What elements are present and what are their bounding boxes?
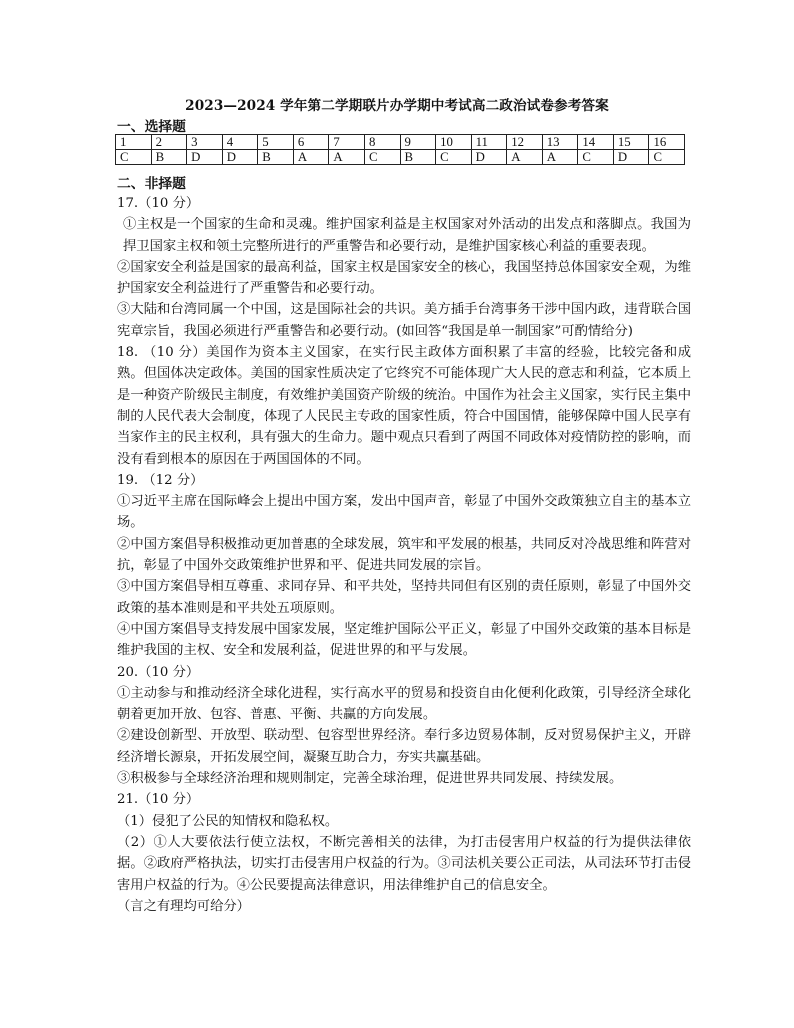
question-number: 14	[578, 135, 614, 150]
question-number: 9	[400, 135, 436, 150]
question-20-point-2: ②建设创新型、开放型、联动型、包容型世界经济。奉行多边贸易体制，反对贸易保护主义，开辟经济增长源泉，开拓发展空间，凝聚互助合力，夯实共赢基础。	[117, 728, 691, 765]
answer-table-number-row	[116, 135, 685, 150]
answer-letter: C	[649, 150, 685, 165]
answer-letter: B	[258, 150, 294, 165]
question-21-part-1: （1）侵犯了公民的知情权和隐私权。	[117, 813, 339, 829]
question-number: 11	[471, 135, 507, 150]
question-21-part-2: （2）①人大要依法行使立法权，不断完善相关的法律，为打击侵害用户权益的行为提供法律依据。②政府严格执法，切实打击侵害用户权益的行为。③司法机关要公正司法，从司法环节打击侵害用户权益的行为。④公民要提高法律意识，用法律维护自己的信息安全。	[117, 834, 691, 893]
question-number: 10	[436, 135, 472, 150]
question-19-point-2: ②中国方案倡导积极推动更加普惠的全球发展，筑牢和平发展的根基，共同反对冷战思维和阵营对抗，彰显了中国外交政策维护世界和平、促进共同发展的宗旨。	[117, 536, 691, 574]
answer-letter: C	[116, 150, 152, 165]
question-19-point-1: ①习近平主席在国际峰会上提出中国方案，发出中国声音，彰显了中国外交政策独立自主的基本立场。	[117, 494, 691, 531]
question-number: 12	[507, 135, 543, 150]
answer-letter: B	[151, 150, 187, 165]
question-21-heading: 21.（10 分）	[117, 792, 200, 808]
answer-letter: A	[542, 150, 578, 165]
question-number: 3	[187, 135, 223, 150]
question-17-point-1: ①主权是一个国家的生命和灵魂。维护国家利益是主权国家对外活动的出发点和落脚点。我国为捍卫国家主权和领土完整所进行的严重警告和必要行动，是维护国家核心利益的重要表现。	[123, 217, 691, 254]
question-number: 2	[151, 135, 187, 150]
answer-letter: A	[329, 150, 365, 165]
answer-letter: B	[400, 150, 436, 165]
answer-content	[117, 193, 691, 917]
answer-letter: D	[222, 150, 258, 165]
answer-letter: C	[436, 150, 472, 165]
answer-letter: D	[471, 150, 507, 165]
question-19-point-4: ④中国方案倡导支持发展中国家发展，坚定维护国际公平正义，彰显了中国外交政策的基本目标是维护我国的主权、安全和发展利益，促进世界的和平与发展。	[117, 621, 691, 659]
question-number: 15	[613, 135, 649, 150]
question-number: 7	[329, 135, 365, 150]
question-17-point-3: ③大陆和台湾同属一个中国，这是国际社会的共识。美方插手台湾事务干涉中国内政，违背联合国宪章宗旨，我国必须进行严重警告和必要行动。(如回答“我国是单一制国家”可酌情给分)	[117, 302, 691, 339]
answer-letter: A	[507, 150, 543, 165]
answer-letter: D	[187, 150, 223, 165]
answer-letter: C	[364, 150, 400, 165]
section-heading-nonchoice: 二、非择题	[117, 176, 186, 192]
section-heading-choice: 一、选择题	[117, 119, 186, 135]
answer-letter: A	[293, 150, 329, 165]
question-17-heading: 17.（10 分）	[117, 196, 200, 211]
question-18-answer: 18. （10 分）美国作为资本主义国家，在实行民主政体方面积累了丰富的经验，比较完备和成熟。但国体决定政体。美国的国家性质决定了它终究不可能体现广大人民的意志和利益，它本质上是一种资产阶级民主制度，有效维护美国资产阶级的统治。中国作为社会主义国家，实行民主集中制的人民代表大会制度，体现了人民民主专政的国家性质，符合中国国情，能够保障中国人民享有当家作主的民主权利，具有强大的生命力。题中观点只看到了两国不同政体对疫情防控的影响，而没有看到根本的原因在于两国国体的不同。	[117, 345, 691, 467]
question-17-point-2: ②国家安全利益是国家的最高利益，国家主权是国家安全的核心，我国坚持总体国家安全观，为维护国家安全利益进行了严重警告和必要行动。	[117, 259, 691, 297]
answer-letter: D	[613, 150, 649, 165]
question-20-heading: 20.（10 分）	[117, 664, 200, 680]
answer-table	[115, 134, 685, 165]
question-20-point-3: ③积极参与全球经济治理和规则制定，完善全球治理，促进世界共同发展、持续发展。	[117, 771, 623, 787]
question-19-heading: 19. （12 分）	[117, 472, 204, 488]
question-21-note: （言之有理均可给分）	[117, 898, 250, 914]
answer-letter: C	[578, 150, 614, 165]
question-number: 5	[258, 135, 294, 150]
question-number: 6	[293, 135, 329, 150]
question-number: 16	[649, 135, 685, 150]
document-title: 2023—2024 学年第二学期联片办学期中考试高二政治试卷参考答案	[185, 98, 609, 114]
question-number: 4	[222, 135, 258, 150]
question-20-point-1: ①主动参与和推动经济全球化进程，实行高水平的贸易和投资自由化便利化政策，引导经济全球化朝着更加开放、包容、普惠、平衡、共赢的方向发展。	[117, 685, 691, 723]
question-number: 8	[364, 135, 400, 150]
question-number: 1	[116, 135, 152, 150]
answer-table-answer-row	[116, 150, 685, 165]
question-number: 13	[542, 135, 578, 150]
question-19-point-3: ③中国方案倡导相互尊重、求同存异、和平共处，坚持共同但有区别的责任原则，彰显了中国外交政策的基本准则是和平共处五项原则。	[117, 579, 691, 616]
